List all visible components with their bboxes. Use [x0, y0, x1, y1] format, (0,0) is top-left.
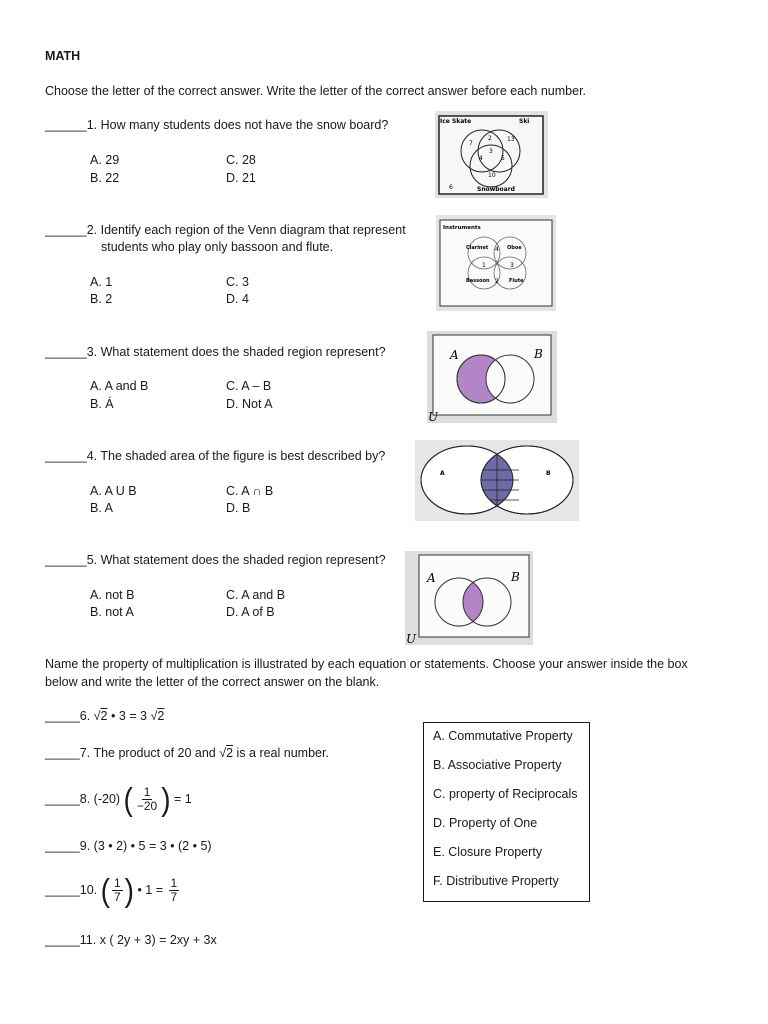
- venn-figure-3: [427, 331, 557, 423]
- question-4: ______4. The shaded area of the figure is best described by?: [45, 449, 386, 463]
- venn-figure-1: [435, 111, 548, 198]
- answer-blank[interactable]: _____: [45, 792, 80, 806]
- question-7: _____7. The product of 20 and √2 is a real number.: [45, 746, 329, 760]
- left-paren: (: [100, 872, 110, 908]
- right-paren: ): [124, 872, 134, 908]
- option-c: C. 28: [226, 153, 256, 167]
- option-a: A. A U B: [90, 484, 137, 498]
- set-label: Ski: [519, 118, 530, 125]
- answer-blank[interactable]: ______: [45, 223, 87, 237]
- option-b: B. 22: [90, 171, 120, 185]
- section2-instructions-line2: below and write the letter of the correct answer on the blank.: [45, 675, 380, 689]
- region-value: 5: [501, 155, 505, 162]
- set-label: A: [427, 571, 436, 585]
- set-label: B: [546, 470, 551, 477]
- region-value: 4: [495, 246, 499, 253]
- set-label: B: [511, 570, 520, 584]
- set-label: Clarinet: [466, 245, 489, 251]
- region-value: 13: [507, 136, 515, 143]
- answer-blank[interactable]: _____: [45, 933, 80, 947]
- choice-b: B. Associative Property: [433, 758, 562, 772]
- region-value: 10: [488, 172, 496, 179]
- question-6: _____6. √2 • 3 = 3 √2: [45, 709, 165, 723]
- question-2-line2: students who play only bassoon and flute.: [101, 240, 334, 254]
- region-value: 2: [488, 135, 492, 142]
- answer-blank[interactable]: _____: [45, 709, 80, 723]
- option-c: C. A and B: [226, 588, 286, 602]
- option-a: A. 29: [90, 153, 120, 167]
- region-value: 3: [489, 148, 493, 155]
- choice-f: F. Distributive Property: [433, 874, 559, 888]
- option-d: D. B: [226, 501, 251, 515]
- set-label: Snowboard: [477, 186, 515, 193]
- universe-label: U: [428, 410, 439, 423]
- option-c: C. 3: [226, 275, 249, 289]
- option-c: C. A ∩ B: [226, 484, 274, 498]
- set-label: Ice Skate: [440, 118, 472, 125]
- answer-blank[interactable]: ______: [45, 553, 87, 567]
- region-value: 6: [449, 184, 453, 191]
- region-value: 3: [510, 262, 514, 269]
- venn-figure-4: [415, 440, 579, 521]
- venn-figure-2: [436, 215, 556, 311]
- answer-blank[interactable]: _____: [45, 839, 80, 853]
- question-10: _____10. ( $\frac{1}{7}$ ) • 1 = $\frac{1}{7}$: [45, 872, 178, 908]
- set-label: A: [440, 470, 445, 477]
- question-1: ______1. How many students does not have the snow board?: [45, 118, 389, 132]
- region-value: 4: [479, 155, 483, 162]
- option-b: B. Á: [90, 397, 114, 411]
- region-value: 7: [469, 140, 473, 147]
- option-b: B. A: [90, 501, 113, 515]
- instructions: Choose the letter of the correct answer. Write the letter of the correct answer before each number.: [45, 84, 587, 98]
- set-label: A: [450, 348, 459, 362]
- region-value: 2: [495, 278, 499, 285]
- question-9: _____9. (3 • 2) • 5 = 3 • (2 • 5): [45, 839, 212, 853]
- set-label: B: [534, 347, 543, 361]
- choices-box: [423, 722, 590, 902]
- sqrt-symbol: √: [150, 709, 158, 723]
- option-b: B. not A: [90, 605, 134, 619]
- set-label: Bassoon: [466, 278, 490, 284]
- right-paren: ): [161, 781, 171, 817]
- answer-blank[interactable]: ______: [45, 118, 87, 132]
- fraction: $\frac{1}{7}$: [113, 876, 121, 905]
- option-a: A. not B: [90, 588, 135, 602]
- option-d: D. 21: [226, 171, 256, 185]
- option-a: A. 1: [90, 275, 113, 289]
- sqrt-symbol: √: [219, 746, 227, 760]
- choice-e: E. Closure Property: [433, 845, 543, 859]
- option-d: D. Not A: [226, 397, 273, 411]
- figure-title: Instruments: [443, 225, 481, 231]
- answer-blank[interactable]: ______: [45, 345, 87, 359]
- option-d: D. 4: [226, 292, 249, 306]
- sqrt-symbol: √: [93, 709, 101, 723]
- option-d: D. A of B: [226, 605, 275, 619]
- set-label: Oboe: [507, 245, 522, 251]
- left-paren: (: [123, 781, 133, 817]
- question-2: ______2. Identify each region of the Venn diagram that represent: [45, 223, 406, 237]
- choice-d: D. Property of One: [433, 816, 538, 830]
- universe-label: U: [406, 632, 417, 645]
- question-8: _____8. (-20) ( $\frac{1}{-20}$ ) = 1: [45, 781, 192, 817]
- fraction: $\frac{1}{7}$: [170, 876, 178, 905]
- choice-a: A. Commutative Property: [433, 729, 573, 743]
- option-c: C. A – B: [226, 379, 272, 393]
- question-3: ______3. What statement does the shaded region represent?: [45, 345, 386, 359]
- section2-instructions-line1: Name the property of multiplication is illustrated by each equation or statements. Choose your answer inside the box: [45, 657, 688, 671]
- fraction: $\frac{1}{-20}$: [136, 785, 158, 814]
- set-label: Flute: [509, 278, 524, 284]
- option-a: A. A and B: [90, 379, 149, 393]
- option-b: B. 2: [90, 292, 113, 306]
- question-11: _____11. x ( 2y + 3) = 2xy + 3x: [45, 933, 217, 947]
- answer-blank[interactable]: _____: [45, 746, 80, 760]
- question-5: ______5. What statement does the shaded region represent?: [45, 553, 386, 567]
- region-value: 1: [482, 262, 486, 269]
- venn-figure-5: [405, 551, 533, 645]
- choice-c: C. property of Reciprocals: [433, 787, 578, 801]
- page-title: MATH: [45, 49, 81, 63]
- answer-blank[interactable]: _____: [45, 883, 80, 897]
- answer-blank[interactable]: ______: [45, 449, 87, 463]
